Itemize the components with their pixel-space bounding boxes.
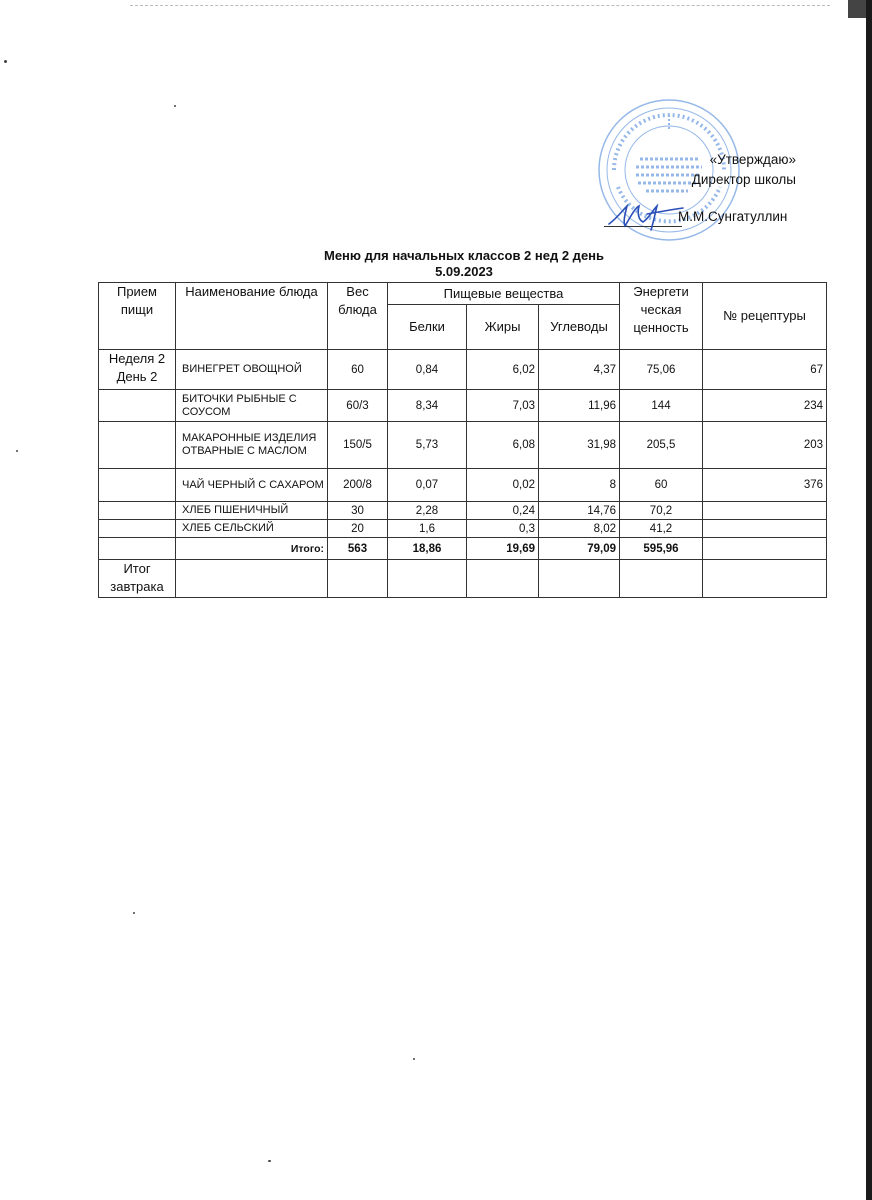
header-fat: Жиры xyxy=(467,305,539,350)
summary-cell-empty xyxy=(467,560,539,598)
dish-energy: 60 xyxy=(620,469,703,502)
dish-energy: 144 xyxy=(620,390,703,422)
header-meal: Прием пищи xyxy=(99,283,176,350)
dish-fat: 0,24 xyxy=(467,502,539,520)
dish-protein: 0,07 xyxy=(388,469,467,502)
scan-edge xyxy=(866,0,872,1200)
scan-speck xyxy=(133,912,135,914)
dish-protein: 8,34 xyxy=(388,390,467,422)
table-row xyxy=(99,390,827,422)
total-energy: 595,96 xyxy=(620,538,703,560)
meal-cell-empty xyxy=(99,538,176,560)
approval-block xyxy=(692,150,796,190)
dish-recipe: 67 xyxy=(703,350,827,390)
scan-corner xyxy=(848,0,866,18)
dish-carbs: 8 xyxy=(539,469,620,502)
dish-protein: 1,6 xyxy=(388,520,467,538)
dish-energy: 205,5 xyxy=(620,422,703,469)
top-rule xyxy=(130,5,830,6)
meal-cell-empty xyxy=(99,502,176,520)
approval-heading: «Утверждаю» xyxy=(709,152,796,167)
header-weight: Вес блюда xyxy=(328,283,388,350)
menu-title: Меню для начальных классов 2 нед 2 день xyxy=(323,248,605,263)
total-row xyxy=(99,538,827,560)
table-row xyxy=(99,520,827,538)
table-row xyxy=(99,350,827,390)
dish-weight: 150/5 xyxy=(328,422,388,469)
header-energy: Энергети ческая ценность xyxy=(620,283,703,350)
dish-protein: 2,28 xyxy=(388,502,467,520)
scan-speck xyxy=(174,105,176,107)
total-weight: 563 xyxy=(328,538,388,560)
total-fat: 19,69 xyxy=(467,538,539,560)
table-row xyxy=(99,422,827,469)
dish-name: МАКАРОННЫЕ ИЗДЕЛИЯ ОТВАРНЫЕ С МАСЛОМ xyxy=(176,422,328,469)
dish-energy: 75,06 xyxy=(620,350,703,390)
total-protein: 18,86 xyxy=(388,538,467,560)
dish-carbs: 14,76 xyxy=(539,502,620,520)
meal-label: Неделя 2 День 2 xyxy=(99,350,176,390)
dish-energy: 70,2 xyxy=(620,502,703,520)
dish-recipe: 376 xyxy=(703,469,827,502)
total-label: Итого: xyxy=(176,538,328,560)
dish-weight: 30 xyxy=(328,502,388,520)
dish-fat: 7,03 xyxy=(467,390,539,422)
header-carbs: Углеводы xyxy=(539,305,620,350)
dish-recipe: 234 xyxy=(703,390,827,422)
dish-fat: 6,08 xyxy=(467,422,539,469)
header-recipe: № рецептуры xyxy=(703,283,827,350)
total-recipe-empty xyxy=(703,538,827,560)
scan-speck xyxy=(413,1058,415,1060)
dish-fat: 0,02 xyxy=(467,469,539,502)
menu-date: 5.09.2023 xyxy=(435,264,493,279)
summary-cell-empty xyxy=(539,560,620,598)
dish-protein: 5,73 xyxy=(388,422,467,469)
dish-weight: 20 xyxy=(328,520,388,538)
dish-carbs: 8,02 xyxy=(539,520,620,538)
dish-weight: 60/3 xyxy=(328,390,388,422)
summary-cell-empty xyxy=(703,560,827,598)
dish-recipe xyxy=(703,520,827,538)
header-nutrients: Пищевые вещества xyxy=(388,283,620,305)
dish-name: БИТОЧКИ РЫБНЫЕ С СОУСОМ xyxy=(176,390,328,422)
table-row xyxy=(99,469,827,502)
meal-cell-empty xyxy=(99,422,176,469)
summary-cell-empty xyxy=(620,560,703,598)
director-name: М.М.Сунгатуллин xyxy=(678,209,788,224)
dish-weight: 200/8 xyxy=(328,469,388,502)
menu-table xyxy=(98,282,827,598)
header-protein: Белки xyxy=(388,305,467,350)
director-signature xyxy=(603,196,688,232)
meal-cell-empty xyxy=(99,390,176,422)
dish-recipe xyxy=(703,502,827,520)
dish-recipe: 203 xyxy=(703,422,827,469)
scan-speck xyxy=(4,60,7,63)
dish-name: ЧАЙ ЧЕРНЫЙ С САХАРОМ xyxy=(176,469,328,502)
dish-carbs: 31,98 xyxy=(539,422,620,469)
dish-name: ХЛЕБ ПШЕНИЧНЫЙ xyxy=(176,502,328,520)
scan-speck xyxy=(268,1160,271,1162)
total-carbs: 79,09 xyxy=(539,538,620,560)
dish-energy: 41,2 xyxy=(620,520,703,538)
dish-fat: 0,3 xyxy=(467,520,539,538)
summary-label: Итог завтрака xyxy=(99,560,176,598)
header-row xyxy=(99,283,827,305)
dish-weight: 60 xyxy=(328,350,388,390)
summary-cell-empty xyxy=(328,560,388,598)
dish-fat: 6,02 xyxy=(467,350,539,390)
summary-row xyxy=(99,560,827,598)
summary-cell-empty xyxy=(176,560,328,598)
dish-name: ВИНЕГРЕТ ОВОЩНОЙ xyxy=(176,350,328,390)
dish-protein: 0,84 xyxy=(388,350,467,390)
dish-name: ХЛЕБ СЕЛЬСКИЙ xyxy=(176,520,328,538)
meal-cell-empty xyxy=(99,469,176,502)
approval-position: Директор школы xyxy=(691,172,796,187)
dish-carbs: 4,37 xyxy=(539,350,620,390)
summary-cell-empty xyxy=(388,560,467,598)
table-row xyxy=(99,502,827,520)
dish-carbs: 11,96 xyxy=(539,390,620,422)
meal-cell-empty xyxy=(99,520,176,538)
header-dish: Наименование блюда xyxy=(176,283,328,350)
scan-speck xyxy=(16,450,18,452)
